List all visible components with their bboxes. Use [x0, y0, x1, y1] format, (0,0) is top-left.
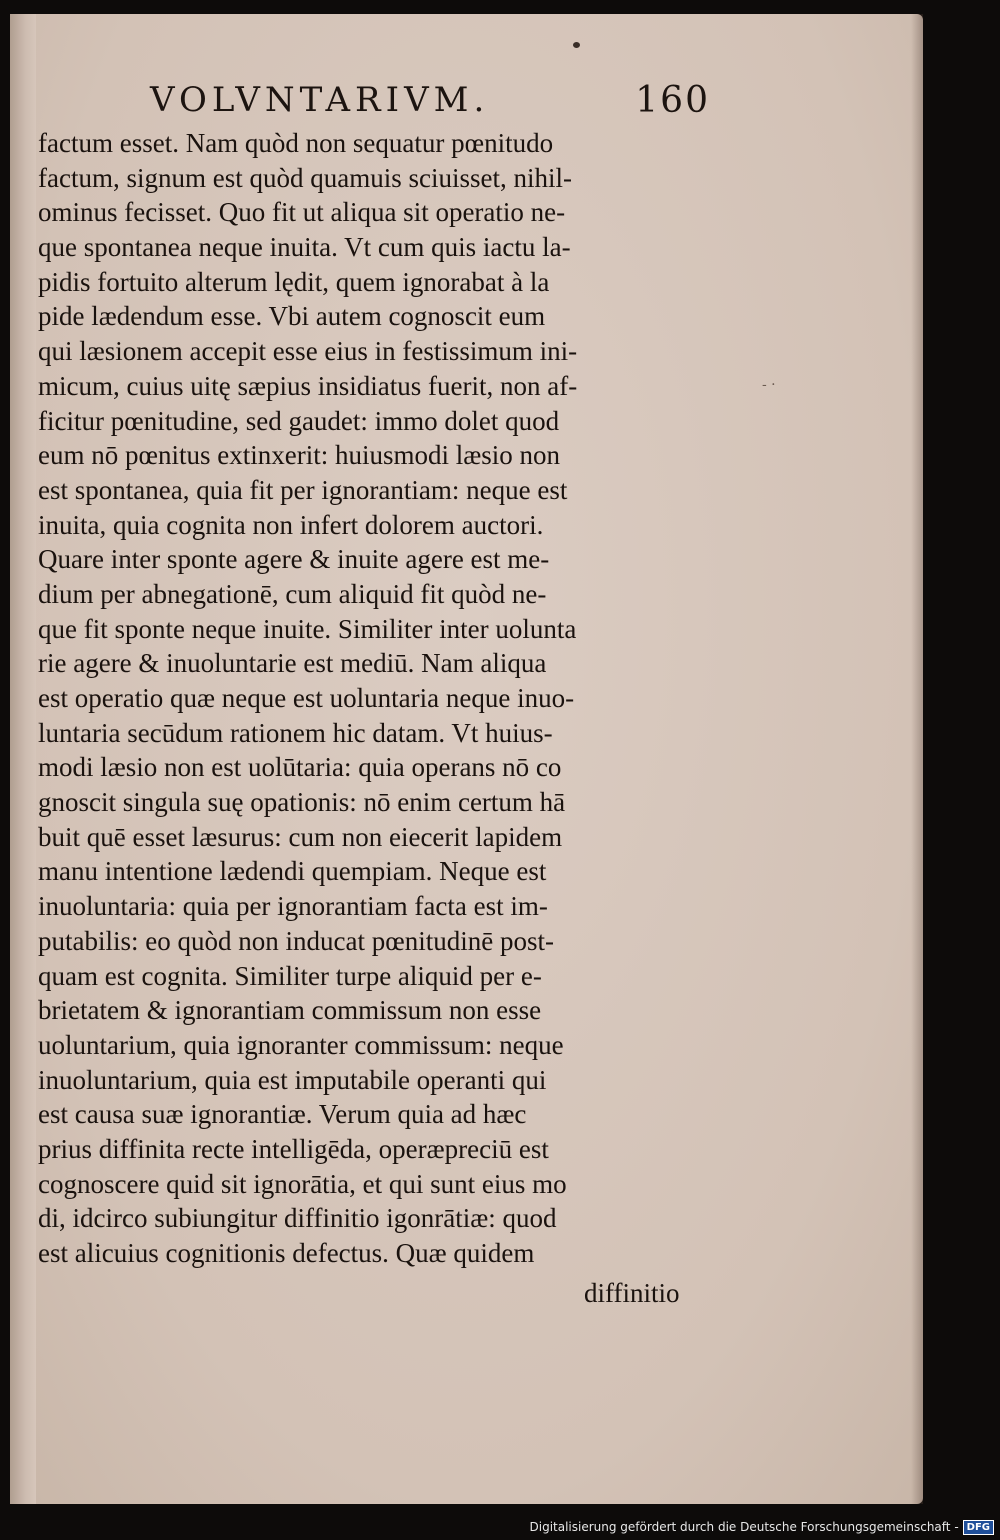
page-gutter — [10, 14, 36, 1504]
margin-mark: - · — [762, 377, 776, 393]
text-line: que spontanea neque inuita. Vt cum quis iactu la- — [38, 232, 571, 263]
text-line: modi læsio non est uolūtaria: quia operans nō co — [38, 752, 562, 783]
text-line: factum, signum est quòd quamuis sciuisset, nihil- — [38, 162, 572, 193]
text-line: putabilis: eo quòd non inducat pœnitudinē post- — [38, 925, 554, 956]
text-line: qui læsionem accepit esse eius in festissimum ini- — [38, 336, 578, 367]
text-line: micum, cuius uitę sæpius insidiatus fuerit, non af- — [38, 370, 578, 401]
text-line: est causa suæ ignorantiæ. Verum quia ad hæc — [38, 1099, 527, 1130]
text-line: quam est cognita. Similiter turpe aliquid per e- — [38, 960, 542, 991]
dfg-logo: DFG — [963, 1520, 994, 1535]
text-line: di, idcirco subiungitur diffinitio igonrātiæ: quod — [38, 1203, 557, 1234]
text-line: manu intentione lædendi quempiam. Neque est — [38, 856, 547, 887]
text-line: pidis fortuito alterum lędit, quem ignorabat à la — [38, 266, 550, 297]
running-head-title: VOLVNTARIVM. — [150, 80, 490, 120]
text-line: brietatem & ignorantiam commissum non esse — [38, 995, 542, 1026]
text-line: inuita, quia cognita non infert dolorem auctori. — [38, 509, 544, 540]
text-line: dium per abnegationē, cum aliquid fit quòd ne- — [38, 578, 547, 609]
text-line: rie agere & inuoluntarie est mediū. Nam aliqua — [38, 648, 547, 679]
running-head — [150, 80, 710, 124]
text-line: uoluntarium, quia ignoranter commissum: neque — [38, 1029, 564, 1060]
text-line: est spontanea, quia fit per ignorantiam: neque est — [38, 474, 568, 505]
text-line: buit quē esset læsurus: cum non eiecerit lapidem — [38, 821, 563, 852]
page-edge-shadow — [911, 14, 923, 1504]
text-line: est operatio quæ neque est uoluntaria neque inuo- — [38, 683, 575, 713]
text-line: Quare inter sponte agere & inuite agere est me- — [38, 544, 550, 575]
text-line: est alicuius cognitionis defectus. Quæ quidem — [38, 1238, 535, 1268]
text-line: inuoluntaria: quia per ignorantiam facta est im- — [38, 891, 548, 922]
text-line: ficitur pœnitudine, sed gaudet: immo dolet quod — [38, 405, 560, 436]
footer-text: Digitalisierung gefördert durch die Deutsche Forschungsgemeinschaft - — [529, 1520, 959, 1534]
text-line: luntaria secūdum rationem hic datam. Vt huius- — [38, 717, 553, 748]
text-line: factum esset. Nam quòd non sequatur pœnitudo — [38, 128, 554, 158]
body-text — [38, 126, 713, 1271]
ink-dot — [573, 42, 580, 48]
catchword: diffinitio — [584, 1278, 680, 1308]
digitization-footer — [530, 1517, 995, 1537]
text-line: prius diffinita recte intelligēda, operæpreciū est — [38, 1133, 549, 1164]
text-line: que fit sponte neque inuite. Similiter inter uolunta — [38, 613, 577, 644]
page-number: 160 — [635, 80, 710, 121]
text-line: gnoscit singula suę opationis: nō enim certum hā — [38, 787, 566, 818]
text-line: eum nō pœnitus extinxerit: huiusmodi læsio non — [38, 440, 560, 471]
text-line: pide lædendum esse. Vbi autem cognoscit eum — [38, 301, 546, 332]
text-line: cognoscere quid sit ignorātia, et qui sunt eius mo — [38, 1168, 567, 1199]
text-line: inuoluntarium, quia est imputabile operanti qui — [38, 1064, 547, 1095]
text-line: ominus fecisset. Quo fit ut aliqua sit operatio ne- — [38, 197, 566, 228]
